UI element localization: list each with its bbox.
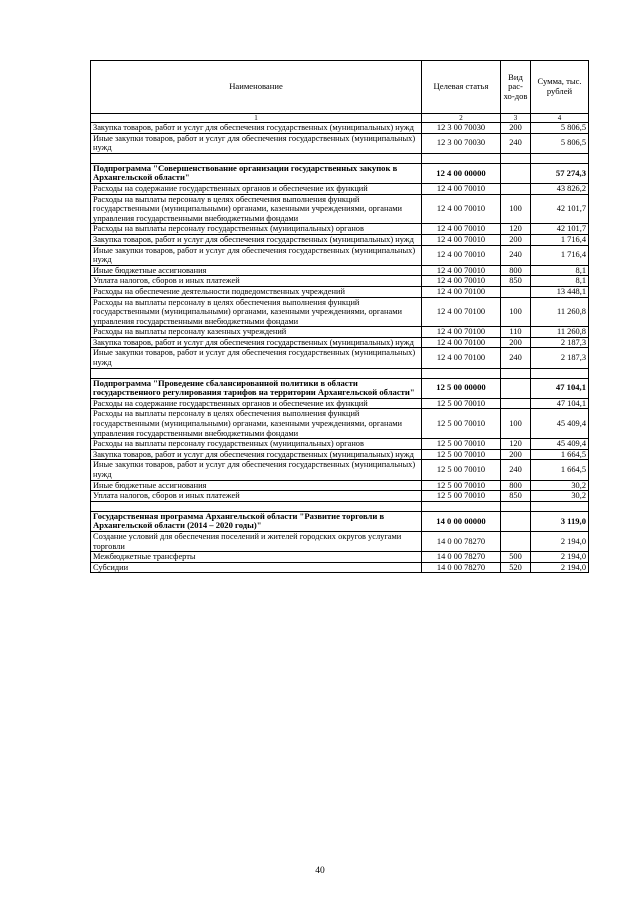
row-sum-cell: 13 448,1 (531, 286, 589, 297)
row-name-cell: Иные бюджетные ассигнования (91, 265, 422, 276)
row-vid-cell (501, 378, 531, 398)
table-row (91, 348, 589, 368)
row-code-cell: 12 3 00 70030 (422, 123, 501, 134)
row-code-cell: 12 5 00 70010 (422, 409, 501, 439)
row-vid-cell: 110 (501, 327, 531, 338)
row-sum-cell: 8,1 (531, 276, 589, 287)
table-body (91, 123, 589, 573)
column-number: 3 (501, 114, 531, 123)
table-row (91, 327, 589, 338)
column-number: 2 (422, 114, 501, 123)
spacer-row (91, 153, 589, 163)
row-sum-cell: 2 187,3 (531, 348, 589, 368)
table-row (91, 460, 589, 480)
row-code-cell: 14 0 00 78270 (422, 562, 501, 573)
row-vid-cell: 240 (501, 348, 531, 368)
row-vid-cell: 240 (501, 460, 531, 480)
row-sum-cell: 45 409,4 (531, 439, 589, 450)
row-vid-cell (501, 511, 531, 531)
row-name-cell: Иные бюджетные ассигнования (91, 480, 422, 491)
row-name-cell: Закупка товаров, работ и услуг для обеспечения государственных (муниципальных) нужд (91, 234, 422, 245)
row-vid-cell: 100 (501, 194, 531, 224)
program-row (91, 511, 589, 531)
table-row (91, 194, 589, 224)
row-sum-cell: 43 826,2 (531, 183, 589, 194)
row-name-cell: Расходы на обеспечение деятельности подведомственных учреждений (91, 286, 422, 297)
row-code-cell: 12 4 00 00000 (422, 163, 501, 183)
spacer-cell (531, 153, 589, 163)
table-row (91, 398, 589, 409)
row-vid-cell: 200 (501, 337, 531, 348)
row-name-cell: Государственная программа Архангельской области "Развитие торговли в Архангельской области (2014 – 2020 годы)" (91, 511, 422, 531)
table-row (91, 234, 589, 245)
row-name-cell: Иные закупки товаров, работ и услуг для обеспечения государственных (муниципальных) нужд (91, 133, 422, 153)
row-vid-cell: 240 (501, 133, 531, 153)
table-row (91, 265, 589, 276)
row-code-cell: 12 4 00 70010 (422, 245, 501, 265)
row-sum-cell: 45 409,4 (531, 409, 589, 439)
row-vid-cell: 100 (501, 297, 531, 327)
row-name-cell: Подпрограмма "Проведение сбалансированной политики в области государственного регулирования тарифов на территории Архангельской области" (91, 378, 422, 398)
spacer-cell (531, 368, 589, 378)
spacer-cell (501, 368, 531, 378)
header-vid: Вид рас-хо-дов (501, 61, 531, 114)
row-name-cell: Субсидии (91, 562, 422, 573)
row-code-cell: 12 3 00 70030 (422, 133, 501, 153)
budget-table-sheet (90, 60, 588, 573)
row-vid-cell: 200 (501, 234, 531, 245)
row-name-cell: Расходы на выплаты персоналу государственных (муниципальных) органов (91, 439, 422, 450)
row-vid-cell: 200 (501, 123, 531, 134)
row-vid-cell: 240 (501, 245, 531, 265)
row-name-cell: Расходы на выплаты персоналу в целях обеспечения выполнения функций государственными (муниципальными) органами, казенными учреждениями, органами управления государственными внебюджетными фондами (91, 409, 422, 439)
row-name-cell: Расходы на выплаты персоналу в целях обеспечения выполнения функций государственными (муниципальными) органами, казенными учреждениями, органами управления государственными внебюджетными фондами (91, 297, 422, 327)
spacer-cell (422, 368, 501, 378)
program-row (91, 163, 589, 183)
table-row (91, 552, 589, 563)
row-sum-cell: 11 260,8 (531, 327, 589, 338)
row-sum-cell: 42 101,7 (531, 224, 589, 235)
program-row (91, 378, 589, 398)
row-name-cell: Расходы на выплаты персоналу государственных (муниципальных) органов (91, 224, 422, 235)
row-vid-cell: 850 (501, 276, 531, 287)
spacer-cell (91, 153, 422, 163)
table-row (91, 449, 589, 460)
row-code-cell: 12 5 00 70010 (422, 480, 501, 491)
row-name-cell: Иные закупки товаров, работ и услуг для обеспечения государственных (муниципальных) нужд (91, 245, 422, 265)
header-name: Наименование (91, 61, 422, 114)
row-vid-cell: 520 (501, 562, 531, 573)
column-number: 1 (91, 114, 422, 123)
row-vid-cell: 800 (501, 480, 531, 491)
row-name-cell: Уплата налогов, сборов и иных платежей (91, 276, 422, 287)
row-code-cell: 12 4 00 70100 (422, 348, 501, 368)
spacer-cell (501, 153, 531, 163)
row-sum-cell: 5 806,5 (531, 123, 589, 134)
row-vid-cell: 120 (501, 224, 531, 235)
row-code-cell: 12 4 00 70010 (422, 276, 501, 287)
row-name-cell: Закупка товаров, работ и услуг для обеспечения государственных (муниципальных) нужд (91, 123, 422, 134)
header-code: Целевая статья (422, 61, 501, 114)
row-code-cell: 12 5 00 00000 (422, 378, 501, 398)
table-row (91, 276, 589, 287)
header-sum: Сумма, тыс. рублей (531, 61, 589, 114)
row-code-cell: 12 4 00 70100 (422, 297, 501, 327)
row-vid-cell (501, 163, 531, 183)
row-sum-cell: 1 664,5 (531, 460, 589, 480)
column-number-row (91, 114, 589, 123)
row-code-cell: 12 5 00 70010 (422, 449, 501, 460)
row-code-cell: 12 4 00 70010 (422, 265, 501, 276)
row-sum-cell: 3 119,0 (531, 511, 589, 531)
row-sum-cell: 5 806,5 (531, 133, 589, 153)
row-name-cell: Расходы на содержание государственных органов и обеспечение их функций (91, 183, 422, 194)
row-vid-cell: 100 (501, 409, 531, 439)
row-code-cell: 14 0 00 00000 (422, 511, 501, 531)
row-name-cell: Иные закупки товаров, работ и услуг для обеспечения государственных (муниципальных) нужд (91, 348, 422, 368)
table-header-row (91, 61, 589, 114)
table-row (91, 183, 589, 194)
row-name-cell: Расходы на выплаты персоналу в целях обеспечения выполнения функций государственными (муниципальными) органами, казенными учреждениями, органами управления государственными внебюджетными фондами (91, 194, 422, 224)
row-sum-cell: 30,2 (531, 491, 589, 502)
spacer-cell (422, 153, 501, 163)
row-sum-cell: 1 716,4 (531, 245, 589, 265)
row-name-cell: Подпрограмма "Совершенствование организации государственных закупок в Архангельской области" (91, 163, 422, 183)
row-sum-cell: 57 274,3 (531, 163, 589, 183)
row-code-cell: 12 5 00 70010 (422, 439, 501, 450)
row-sum-cell: 8,1 (531, 265, 589, 276)
row-code-cell: 12 4 00 70010 (422, 183, 501, 194)
row-sum-cell: 1 664,5 (531, 449, 589, 460)
row-name-cell: Создание условий для обеспечения поселений и жителей городских округов услугами торговли (91, 531, 422, 551)
spacer-cell (531, 501, 589, 511)
budget-table (90, 60, 589, 573)
row-code-cell: 14 0 00 78270 (422, 531, 501, 551)
row-name-cell: Расходы на выплаты персоналу казенных учреждений (91, 327, 422, 338)
row-name-cell: Межбюджетные трансферты (91, 552, 422, 563)
row-sum-cell: 2 187,3 (531, 337, 589, 348)
row-vid-cell: 200 (501, 449, 531, 460)
row-code-cell: 12 4 00 70010 (422, 234, 501, 245)
row-code-cell: 12 4 00 70010 (422, 194, 501, 224)
column-number: 4 (531, 114, 589, 123)
row-name-cell: Закупка товаров, работ и услуг для обеспечения государственных (муниципальных) нужд (91, 337, 422, 348)
row-name-cell: Закупка товаров, работ и услуг для обеспечения государственных (муниципальных) нужд (91, 449, 422, 460)
row-name-cell: Иные закупки товаров, работ и услуг для обеспечения государственных (муниципальных) нужд (91, 460, 422, 480)
row-name-cell: Расходы на содержание государственных органов и обеспечение их функций (91, 398, 422, 409)
table-row (91, 245, 589, 265)
table-row (91, 439, 589, 450)
row-code-cell: 12 4 00 70010 (422, 224, 501, 235)
table-row (91, 531, 589, 551)
table-row (91, 133, 589, 153)
row-name-cell: Уплата налогов, сборов и иных платежей (91, 491, 422, 502)
row-vid-cell: 850 (501, 491, 531, 502)
row-vid-cell (501, 531, 531, 551)
table-row (91, 297, 589, 327)
spacer-cell (501, 501, 531, 511)
row-code-cell: 14 0 00 78270 (422, 552, 501, 563)
row-sum-cell: 47 104,1 (531, 378, 589, 398)
spacer-cell (91, 501, 422, 511)
row-vid-cell (501, 183, 531, 194)
spacer-row (91, 501, 589, 511)
row-vid-cell: 120 (501, 439, 531, 450)
row-code-cell: 12 4 00 70100 (422, 286, 501, 297)
table-row (91, 123, 589, 134)
row-sum-cell: 47 104,1 (531, 398, 589, 409)
row-code-cell: 12 4 00 70100 (422, 337, 501, 348)
spacer-cell (91, 368, 422, 378)
row-code-cell: 12 5 00 70010 (422, 460, 501, 480)
table-row (91, 480, 589, 491)
row-vid-cell: 800 (501, 265, 531, 276)
table-row (91, 337, 589, 348)
page-number: 40 (315, 866, 325, 876)
row-sum-cell: 2 194,0 (531, 562, 589, 573)
table-row (91, 409, 589, 439)
row-code-cell: 12 4 00 70100 (422, 327, 501, 338)
row-code-cell: 12 5 00 70010 (422, 398, 501, 409)
table-row (91, 224, 589, 235)
table-row (91, 491, 589, 502)
spacer-cell (422, 501, 501, 511)
row-vid-cell: 500 (501, 552, 531, 563)
table-row (91, 562, 589, 573)
row-sum-cell: 42 101,7 (531, 194, 589, 224)
row-code-cell: 12 5 00 70010 (422, 491, 501, 502)
row-sum-cell: 1 716,4 (531, 234, 589, 245)
row-sum-cell: 30,2 (531, 480, 589, 491)
row-sum-cell: 11 260,8 (531, 297, 589, 327)
spacer-row (91, 368, 589, 378)
row-vid-cell (501, 286, 531, 297)
row-sum-cell: 2 194,0 (531, 531, 589, 551)
row-sum-cell: 2 194,0 (531, 552, 589, 563)
row-vid-cell (501, 398, 531, 409)
table-row (91, 286, 589, 297)
